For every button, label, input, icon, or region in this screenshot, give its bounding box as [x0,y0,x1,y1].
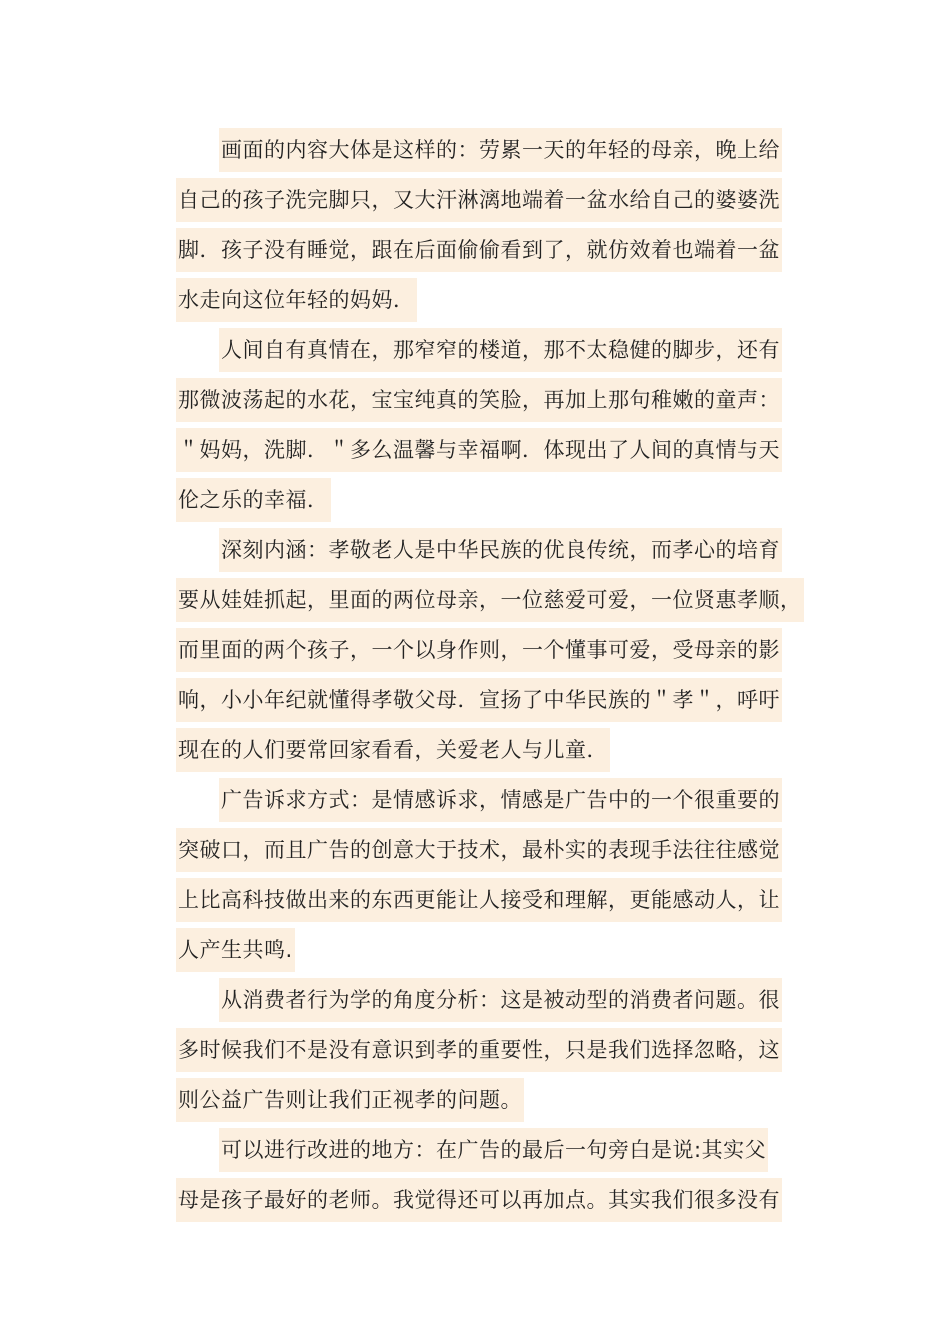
paragraph-6-line-2: 母是孩子最好的老师。我觉得还可以再加点。其实我们很多没有 [176,1178,782,1222]
paragraph-5-line-2: 多时候我们不是没有意识到孝的重要性，只是我们选择忽略，这 [176,1028,782,1072]
paragraph-3-line-1: 深刻内涵：孝敬老人是中华民族的优良传统，而孝心的培育 [219,528,782,572]
paragraph-1-line-3: 脚．孩子没有睡觉，跟在后面偷偷看到了，就仿效着也端着一盆 [176,228,782,272]
paragraph-2-line-1: 人间自有真情在，那窄窄的楼道，那不太稳健的脚步，还有 [219,328,782,372]
paragraph-2-line-4: 伦之乐的幸福． [176,478,331,522]
paragraph-1-line-1: 画面的内容大体是这样的：劳累一天的年轻的母亲，晚上给 [219,128,782,172]
paragraph-4-line-1: 广告诉求方式：是情感诉求，情感是广告中的一个很重要的 [219,778,782,822]
paragraph-3-line-5: 现在的人们要常回家看看，关爱老人与儿童． [176,728,610,772]
paragraph-3-line-4: 响，小小年纪就懂得孝敬父母．宣扬了中华民族的＂孝＂，呼吁 [176,678,782,722]
paragraph-4-line-2: 突破口，而且广告的创意大于技术，最朴实的表现手法往往感觉 [176,828,782,872]
paragraph-6-line-1: 可以进行改进的地方：在广告的最后一句旁白是说:其实父 [219,1128,768,1172]
paragraph-4-line-3: 上比高科技做出来的东西更能让人接受和理解，更能感动人，让 [176,878,782,922]
paragraph-2-line-2: 那微波荡起的水花，宝宝纯真的笑脸，再加上那句稚嫩的童声： [176,378,782,422]
paragraph-4-line-4: 人产生共鸣. [176,928,295,972]
paragraph-1-line-4: 水走向这位年轻的妈妈． [176,278,417,322]
paragraph-3-line-2: 要从娃娃抓起，里面的两位母亲，一位慈爱可爱，一位贤惠孝顺， [176,578,804,622]
paragraph-1-line-2: 自己的孩子洗完脚只，又大汗淋漓地端着一盆水给自己的婆婆洗 [176,178,782,222]
paragraph-3-line-3: 而里面的两个孩子，一个以身作则，一个懂事可爱，受母亲的影 [176,628,782,672]
paragraph-5-line-1: 从消费者行为学的角度分析：这是被动型的消费者问题。很 [219,978,782,1022]
paragraph-5-line-3: 则公益广告则让我们正视孝的问题。 [176,1078,524,1122]
paragraph-2-line-3: ＂妈妈，洗脚．＂多么温馨与幸福啊．体现出了人间的真情与天 [176,428,782,472]
